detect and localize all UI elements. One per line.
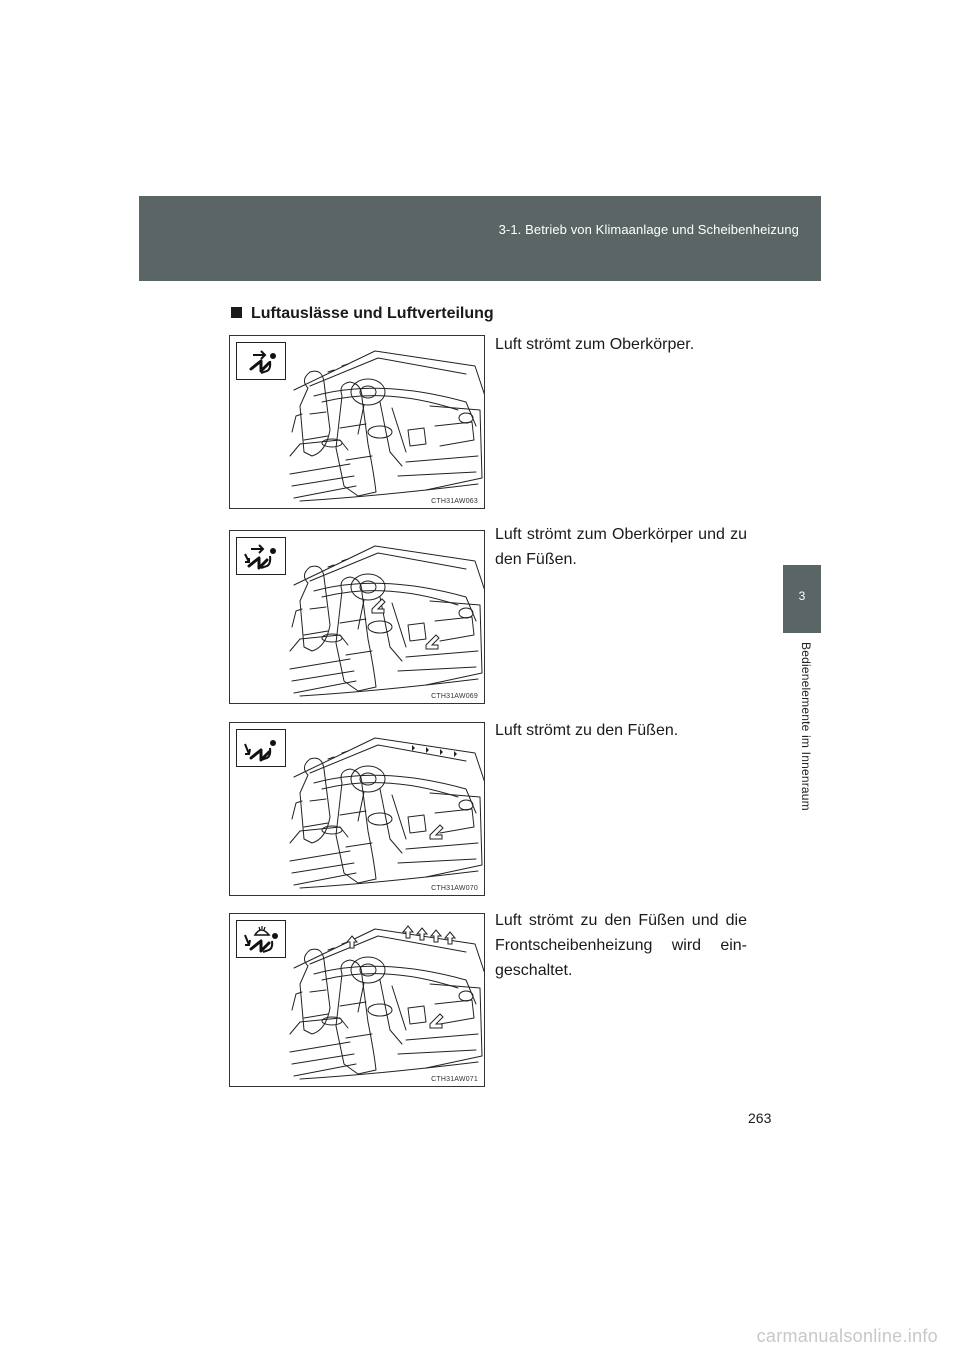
foot-airflow-arrow <box>426 635 439 649</box>
face-vent-icon <box>236 342 286 380</box>
defrost-airflow-arrow <box>417 928 427 940</box>
header-title: 3-1. Betrieb von Klimaanlage und Scheibenheizung <box>498 222 799 237</box>
figure-code: CTH31AW070 <box>431 885 478 892</box>
square-bullet-icon <box>231 307 242 318</box>
mode-description: Luft strömt zu den Füßen. <box>495 722 679 739</box>
chapter-header <box>139 196 821 281</box>
chapter-side-label: Bedienelemente im Innenraum <box>799 642 813 811</box>
airflow-figure-bi-level <box>229 530 485 704</box>
figure-code: CTH31AW063 <box>431 498 478 505</box>
defrost-airflow-arrow <box>445 932 455 944</box>
mode-description: Luft strömt zu den Füßen und die Frontscheibenheizung wird ein-geschaltet. <box>495 912 747 979</box>
chapter-tab <box>783 565 821 633</box>
section-heading <box>231 305 494 323</box>
foot-vent-icon <box>236 729 286 767</box>
mode-description: Luft strömt zum Oberkörper. <box>495 336 695 353</box>
foot-airflow-arrow <box>430 825 443 839</box>
mode-description: Luft strömt zum Oberkörper und zu den Füßen. <box>495 526 747 568</box>
footer-watermark: carmanualsonline.info <box>756 1326 938 1346</box>
page-number: 263 <box>748 1110 772 1126</box>
airflow-figure-foot <box>229 722 485 896</box>
defrost-airflow-arrow <box>403 926 413 938</box>
foot-airflow-arrow <box>430 1014 443 1028</box>
chapter-number: 3 <box>798 589 806 603</box>
defrost-airflow-arrow <box>347 936 357 948</box>
body-airflow-arrow <box>372 599 385 613</box>
section-heading-text: Luftauslässe und Luftverteilung <box>251 305 494 322</box>
figure-code: CTH31AW071 <box>431 1076 478 1083</box>
bi-level-vent-icon <box>236 537 286 575</box>
airflow-figure-foot-defrost <box>229 913 485 1087</box>
figure-code: CTH31AW069 <box>431 693 478 700</box>
foot-defrost-vent-icon <box>236 920 286 958</box>
airflow-figure-face <box>229 335 485 509</box>
defrost-airflow-arrow <box>431 930 441 942</box>
